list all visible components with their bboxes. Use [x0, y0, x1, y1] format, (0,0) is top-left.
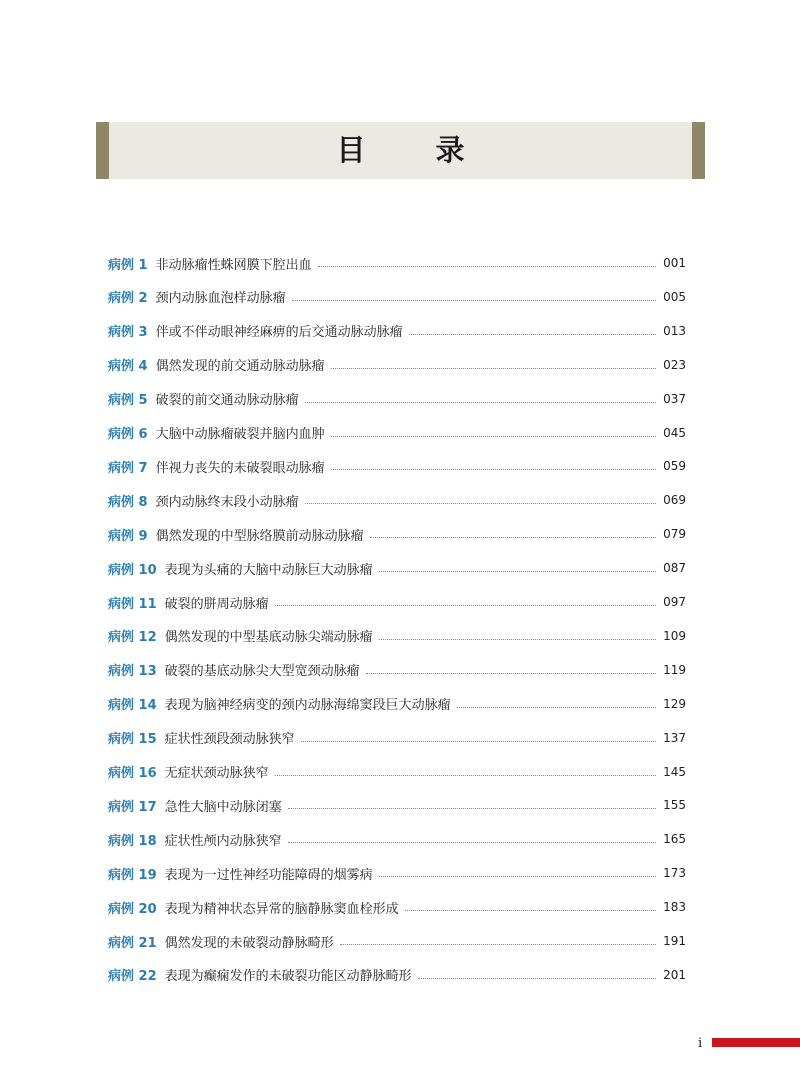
entry-title: 颈内动脉终末段小动脉瘤	[155, 494, 299, 510]
dot-leader	[292, 299, 656, 301]
entry-page-number: 201	[663, 967, 686, 982]
case-label: 病例 5	[108, 393, 148, 409]
entry-page-number: 079	[663, 527, 686, 542]
toc-entry[interactable]	[108, 958, 686, 992]
dot-leader	[379, 875, 656, 877]
dot-leader	[457, 706, 656, 708]
dot-leader	[318, 265, 656, 267]
toc-entry[interactable]	[108, 924, 686, 958]
entry-page-number: 059	[663, 459, 686, 474]
case-label: 病例 15	[108, 732, 157, 748]
entry-page-number: 183	[663, 900, 686, 915]
case-label: 病例 17	[108, 799, 157, 815]
toc-entry[interactable]	[108, 822, 686, 856]
entry-page-number: 109	[663, 628, 686, 643]
entry-title: 急性大脑中动脉闭塞	[164, 799, 282, 815]
dot-leader	[379, 570, 656, 572]
dot-leader	[331, 435, 656, 437]
case-label: 病例 8	[108, 494, 148, 510]
toc-entry[interactable]	[108, 687, 686, 721]
case-label: 病例 4	[108, 359, 148, 375]
case-label: 病例 12	[108, 630, 157, 646]
toc-entry[interactable]	[108, 517, 686, 551]
entry-title: 破裂的胼周动脉瘤	[164, 596, 269, 612]
dot-leader	[275, 604, 656, 606]
dot-leader	[366, 672, 656, 674]
entry-page-number: 129	[663, 696, 686, 711]
entry-page-number: 037	[663, 391, 686, 406]
toc-entry[interactable]	[108, 449, 686, 483]
dot-leader	[340, 943, 656, 945]
toc-entry[interactable]	[108, 653, 686, 687]
toc-title-banner	[96, 122, 705, 179]
entry-page-number: 173	[663, 866, 686, 881]
case-label: 病例 13	[108, 664, 157, 680]
toc-entry[interactable]	[108, 755, 686, 789]
case-label: 病例 10	[108, 562, 157, 578]
toc-entry[interactable]	[108, 246, 686, 280]
entry-page-number: 155	[663, 798, 686, 813]
toc-entry[interactable]	[108, 721, 686, 755]
entry-page-number: 165	[663, 832, 686, 847]
entry-title: 症状性颈段颈动脉狭窄	[164, 732, 295, 748]
page-title: 目 录	[336, 133, 495, 167]
entry-title: 表现为精神状态异常的脑静脉窦血栓形成	[164, 901, 399, 917]
dot-leader	[275, 774, 656, 776]
entry-title: 表现为癫痫发作的未破裂功能区动静脉畸形	[164, 969, 412, 985]
dot-leader	[409, 333, 656, 335]
case-label: 病例 1	[108, 257, 148, 273]
entry-page-number: 001	[663, 256, 686, 270]
toc-entry[interactable]	[108, 280, 686, 314]
entry-title: 非动脉瘤性蛛网膜下腔出血	[155, 257, 312, 273]
toc-entry[interactable]	[108, 314, 686, 348]
dot-leader	[331, 468, 656, 470]
case-label: 病例 9	[108, 528, 148, 544]
case-label: 病例 6	[108, 427, 148, 442]
entry-title: 大脑中动脉瘤破裂并脑内血肿	[155, 427, 325, 442]
case-label: 病例 20	[108, 901, 157, 917]
toc-entry[interactable]	[108, 348, 686, 382]
case-label: 病例 22	[108, 969, 157, 985]
entry-page-number: 013	[663, 323, 686, 338]
dot-leader	[305, 502, 656, 504]
footer-accent-bar	[712, 1038, 800, 1047]
toc-entry[interactable]	[108, 788, 686, 822]
toc-entry[interactable]	[108, 416, 686, 450]
entry-page-number: 145	[663, 764, 686, 779]
case-label: 病例 19	[108, 867, 157, 883]
entry-page-number: 087	[663, 561, 686, 576]
entry-title: 偶然发现的中型基底动脉尖端动脉瘤	[164, 630, 373, 646]
entry-title: 表现为脑神经病变的颈内动脉海绵窦段巨大动脉瘤	[164, 698, 451, 714]
case-label: 病例 21	[108, 935, 157, 951]
entry-title: 症状性颅内动脉狭窄	[164, 833, 282, 849]
case-label: 病例 3	[108, 325, 148, 341]
entry-title: 颈内动脉血泡样动脉瘤	[155, 291, 286, 307]
page-number: i	[698, 1036, 703, 1051]
entry-page-number: 069	[663, 493, 686, 508]
dot-leader	[379, 638, 656, 640]
dot-leader	[418, 977, 656, 979]
entry-page-number: 023	[663, 357, 686, 372]
toc-entry[interactable]	[108, 551, 686, 585]
entry-title: 偶然发现的前交通动脉动脉瘤	[155, 359, 325, 375]
case-label: 病例 18	[108, 833, 157, 849]
toc-entry[interactable]	[108, 382, 686, 416]
entry-page-number: 005	[663, 289, 686, 304]
case-label: 病例 14	[108, 698, 157, 714]
entry-title: 表现为一过性神经功能障碍的烟雾病	[164, 867, 373, 883]
dot-leader	[288, 807, 656, 809]
dot-leader	[288, 841, 656, 843]
dot-leader	[305, 401, 656, 403]
entry-title: 伴视力丧失的未破裂眼动脉瘤	[155, 460, 325, 476]
entry-page-number: 191	[663, 934, 686, 948]
dot-leader	[301, 740, 656, 742]
entry-title: 无症状颈动脉狭窄	[164, 766, 269, 781]
entry-title: 偶然发现的中型脉络膜前动脉动脉瘤	[155, 528, 364, 544]
toc-entry[interactable]	[108, 585, 686, 619]
dot-leader	[370, 536, 656, 538]
entry-title: 偶然发现的未破裂动静脉畸形	[164, 935, 334, 951]
toc-entry[interactable]	[108, 619, 686, 653]
entry-page-number: 119	[663, 662, 686, 677]
dot-leader	[405, 909, 656, 911]
case-label: 病例 2	[108, 291, 148, 307]
entry-page-number: 097	[663, 595, 686, 609]
case-label: 病例 16	[108, 766, 157, 781]
entry-title: 伴或不伴动眼神经麻痹的后交通动脉动脉瘤	[155, 325, 403, 341]
toc-entry[interactable]	[108, 890, 686, 924]
entry-title: 破裂的前交通动脉动脉瘤	[155, 393, 299, 409]
toc-entry[interactable]	[108, 856, 686, 890]
entry-page-number: 045	[663, 425, 686, 440]
toc-entry[interactable]	[108, 483, 686, 517]
entry-title: 破裂的基底动脉尖大型宽颈动脉瘤	[164, 664, 360, 680]
case-label: 病例 11	[108, 596, 157, 612]
dot-leader	[331, 367, 656, 369]
entry-title: 表现为头痛的大脑中动脉巨大动脉瘤	[164, 562, 373, 578]
entry-page-number: 137	[663, 730, 686, 745]
case-label: 病例 7	[108, 460, 148, 476]
